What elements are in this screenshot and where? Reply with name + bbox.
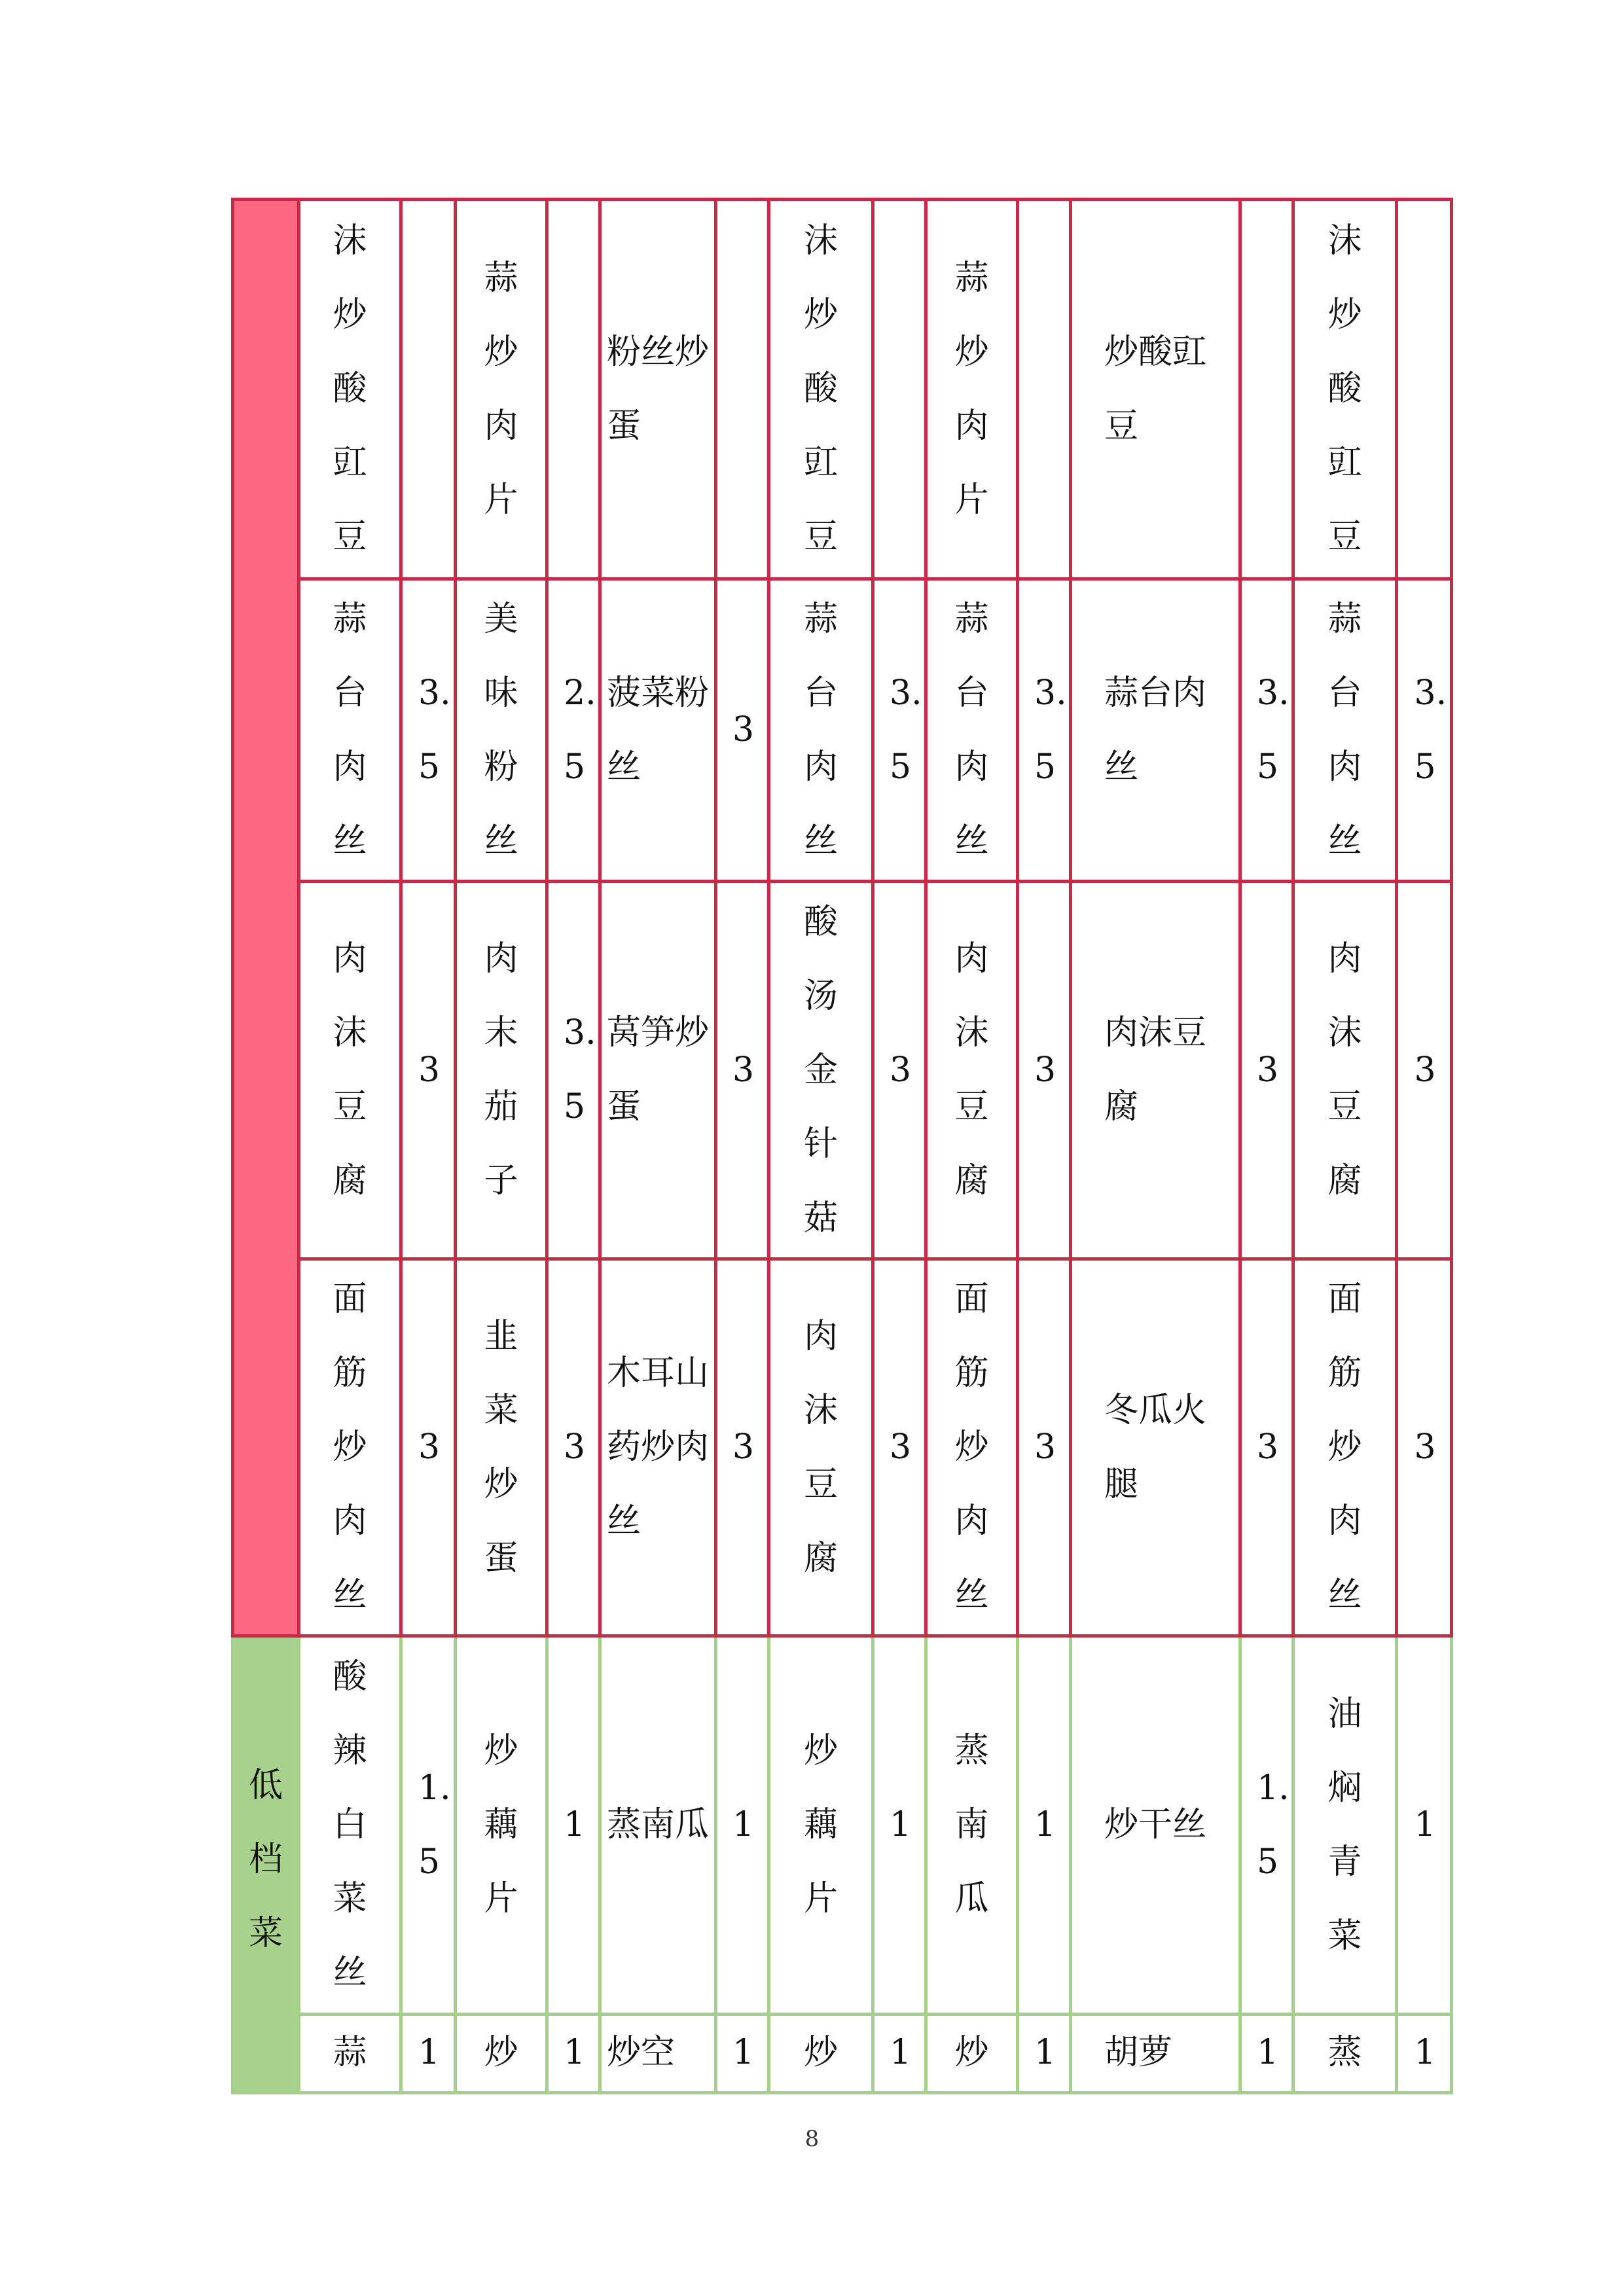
- price-cell: [547, 882, 600, 1259]
- dish-cell: [1071, 1636, 1240, 2015]
- price-cell: [401, 882, 456, 1259]
- dish-cell: [299, 1636, 401, 2015]
- price-cell: [1018, 882, 1071, 1259]
- dish-name: 炒: [484, 2033, 518, 2072]
- price-cell: [873, 2015, 926, 2093]
- price-cell: [1397, 579, 1452, 882]
- dish-cell: [600, 1636, 716, 2015]
- price-value: 3: [1034, 1427, 1056, 1467]
- price-cell: [1240, 882, 1293, 1259]
- price-value: 3.5: [1257, 673, 1290, 787]
- dish-name: 蒜炒肉片: [954, 258, 989, 520]
- price-cell: [547, 1259, 600, 1636]
- menu-table: [231, 198, 1453, 2094]
- price-value: 2.5: [564, 673, 596, 787]
- dish-name: 肉沫豆腐: [1327, 939, 1362, 1200]
- price-cell: [547, 1636, 600, 2015]
- dish-cell: [299, 200, 401, 579]
- dish-name: 油焖青菜: [1327, 1694, 1362, 1956]
- price-value: 1: [1034, 2033, 1056, 2072]
- dish-name: 莴笋炒蛋: [607, 1013, 710, 1126]
- price-cell: [1018, 579, 1071, 882]
- price-cell: [1397, 1259, 1452, 1636]
- price-cell: [1018, 1636, 1071, 2015]
- dish-name: 肉沫豆腐: [954, 939, 989, 1200]
- price-cell: [1240, 1259, 1293, 1636]
- price-value: 3: [564, 1427, 586, 1467]
- dish-name: 蒜台肉丝: [954, 599, 989, 861]
- dish-cell: [299, 882, 401, 1259]
- price-cell: [1240, 2015, 1293, 2093]
- dish-name: 炒空: [607, 2033, 676, 2072]
- dish-cell: [1293, 200, 1397, 579]
- price-cell: [716, 1636, 769, 2015]
- price-value: 3: [732, 1050, 755, 1090]
- price-cell: [1240, 200, 1293, 579]
- dish-cell: [456, 1636, 547, 2015]
- price-cell: [716, 200, 769, 579]
- price-value: 3.5: [890, 673, 922, 787]
- price-value: 1: [1414, 2033, 1436, 2072]
- price-value: 1: [418, 2033, 441, 2072]
- dish-name: 韭菜炒蛋: [484, 1316, 518, 1578]
- dish-cell: [456, 579, 547, 882]
- dish-cell: [926, 1636, 1018, 2015]
- dish-cell: [926, 1259, 1018, 1636]
- dish-name: 酸汤金针菇: [804, 902, 839, 1238]
- dish-cell: [926, 882, 1018, 1259]
- price-cell: [716, 579, 769, 882]
- price-cell: [1240, 1636, 1293, 2015]
- price-value: 1: [890, 1805, 912, 1844]
- dish-name: 木耳山药炒肉丝: [607, 1354, 710, 1541]
- dish-cell: [769, 2015, 873, 2093]
- price-value: 3: [732, 1427, 755, 1467]
- price-cell: [401, 200, 456, 579]
- dish-name: 肉沫豆腐: [1104, 1013, 1207, 1126]
- price-value: 3: [732, 710, 755, 749]
- dish-cell: [1293, 882, 1397, 1259]
- dish-cell: [299, 1259, 401, 1636]
- dish-name: 蒜台肉丝: [1104, 673, 1207, 787]
- dish-name: 炒: [804, 2033, 839, 2072]
- section-label-text: 低档菜: [249, 1766, 283, 1953]
- dish-cell: [1293, 579, 1397, 882]
- dish-cell: [600, 579, 716, 882]
- price-value: 3: [1257, 1427, 1279, 1467]
- menu-row: [233, 1636, 1452, 2015]
- dish-cell: [456, 2015, 547, 2093]
- price-cell: [716, 882, 769, 1259]
- dish-cell: [456, 200, 547, 579]
- price-cell: [1397, 1636, 1452, 2015]
- page-number: 8: [804, 2126, 820, 2152]
- dish-name: 面筋炒肉丝: [1327, 1280, 1362, 1615]
- price-value: 3.5: [1034, 673, 1067, 787]
- dish-cell: [769, 1259, 873, 1636]
- dish-cell: [1071, 2015, 1240, 2093]
- menu-row: [233, 1259, 1452, 1636]
- dish-cell: [600, 200, 716, 579]
- price-value: 1: [1257, 2033, 1279, 2072]
- price-value: 1: [732, 1805, 755, 1844]
- price-value: 1: [1414, 1805, 1436, 1844]
- dish-name: 菠菜粉丝: [607, 673, 710, 787]
- dish-cell: [926, 2015, 1018, 2093]
- dish-name: 蒜: [333, 2033, 367, 2072]
- dish-cell: [600, 2015, 716, 2093]
- dish-name: 蒜炒肉片: [484, 258, 518, 520]
- dish-cell: [456, 1259, 547, 1636]
- price-value: 1.5: [1257, 1768, 1290, 1882]
- price-value: 3.5: [564, 1013, 596, 1126]
- dish-name: 沫炒酸豇豆: [804, 221, 839, 556]
- menu-row: [233, 200, 1452, 579]
- dish-name: 炒酸豇豆: [1104, 332, 1207, 446]
- dish-name: 酸辣白菜丝: [333, 1657, 367, 1992]
- price-cell: [547, 579, 600, 882]
- price-cell: [873, 882, 926, 1259]
- dish-name: 炒: [954, 2033, 989, 2072]
- dish-cell: [299, 579, 401, 882]
- price-value: 3: [1414, 1050, 1436, 1090]
- price-value: 3.5: [418, 673, 451, 787]
- dish-cell: [600, 882, 716, 1259]
- price-value: 3: [418, 1427, 441, 1467]
- dish-cell: [769, 1636, 873, 2015]
- price-cell: [1018, 1259, 1071, 1636]
- price-value: 1: [564, 1805, 586, 1844]
- price-value: 1: [890, 2033, 912, 2072]
- dish-name: 肉沫豆腐: [333, 939, 367, 1200]
- dish-cell: [600, 1259, 716, 1636]
- price-value: 1.5: [418, 1768, 451, 1882]
- price-cell: [716, 1259, 769, 1636]
- price-value: 3.5: [1414, 673, 1447, 787]
- dish-cell: [1071, 200, 1240, 579]
- dish-cell: [1071, 1259, 1240, 1636]
- price-cell: [401, 1259, 456, 1636]
- dish-name: 蒜台肉丝: [1327, 599, 1362, 861]
- menu-row: [233, 2015, 1452, 2093]
- dish-name: 蒸: [1327, 2033, 1362, 2072]
- dish-cell: [1071, 882, 1240, 1259]
- price-cell: [1018, 200, 1071, 579]
- dish-cell: [769, 579, 873, 882]
- dish-name: 炒藕片: [804, 1731, 839, 1918]
- section-label-mid: [233, 200, 299, 1636]
- price-cell: [547, 2015, 600, 2093]
- dish-name: 蒜台肉丝: [333, 599, 367, 861]
- dish-cell: [926, 200, 1018, 579]
- price-value: 3: [1414, 1427, 1436, 1467]
- dish-cell: [299, 2015, 401, 2093]
- price-cell: [1397, 2015, 1452, 2093]
- price-value: 3: [1257, 1050, 1279, 1090]
- dish-name: 炒干丝: [1104, 1805, 1207, 1844]
- price-cell: [401, 579, 456, 882]
- price-cell: [1397, 200, 1452, 579]
- dish-name: 蒸南瓜: [607, 1805, 710, 1844]
- menu-row: [233, 579, 1452, 882]
- dish-cell: [769, 882, 873, 1259]
- dish-name: 炒藕片: [484, 1731, 518, 1918]
- dish-cell: [456, 882, 547, 1259]
- dish-cell: [1293, 1259, 1397, 1636]
- price-cell: [547, 200, 600, 579]
- price-value: 1: [564, 2033, 586, 2072]
- dish-name: 肉末茄子: [484, 939, 518, 1200]
- dish-name: 面筋炒肉丝: [333, 1280, 367, 1615]
- dish-name: 肉沫豆腐: [804, 1316, 839, 1578]
- dish-name: 粉丝炒蛋: [607, 332, 710, 446]
- price-value: 1: [732, 2033, 755, 2072]
- price-cell: [873, 1636, 926, 2015]
- price-cell: [401, 1636, 456, 2015]
- dish-cell: [926, 579, 1018, 882]
- dish-cell: [1293, 2015, 1397, 2093]
- dish-name: 冬瓜火腿: [1104, 1390, 1207, 1504]
- price-value: 3: [418, 1050, 441, 1090]
- price-value: 3: [1034, 1050, 1056, 1090]
- dish-name: 沫炒酸豇豆: [1327, 221, 1362, 556]
- dish-name: 蒸南瓜: [954, 1731, 989, 1918]
- price-cell: [716, 2015, 769, 2093]
- price-cell: [873, 1259, 926, 1636]
- price-cell: [401, 2015, 456, 2093]
- dish-name: 美味粉丝: [484, 599, 518, 861]
- dish-cell: [769, 200, 873, 579]
- section-label-low: [233, 1636, 299, 2093]
- dish-name: 胡萝: [1104, 2033, 1173, 2072]
- dish-name: 沫炒酸豇豆: [333, 221, 367, 556]
- price-cell: [873, 579, 926, 882]
- price-cell: [873, 200, 926, 579]
- dish-name: 蒜台肉丝: [804, 599, 839, 861]
- price-value: 3: [890, 1427, 912, 1467]
- dish-cell: [1293, 1636, 1397, 2015]
- dish-name: 面筋炒肉丝: [954, 1280, 989, 1615]
- price-value: 3: [890, 1050, 912, 1090]
- menu-row: [233, 882, 1452, 1259]
- price-cell: [1018, 2015, 1071, 2093]
- price-cell: [1240, 579, 1293, 882]
- price-value: 1: [1034, 1805, 1056, 1844]
- dish-cell: [1071, 579, 1240, 882]
- price-cell: [1397, 882, 1452, 1259]
